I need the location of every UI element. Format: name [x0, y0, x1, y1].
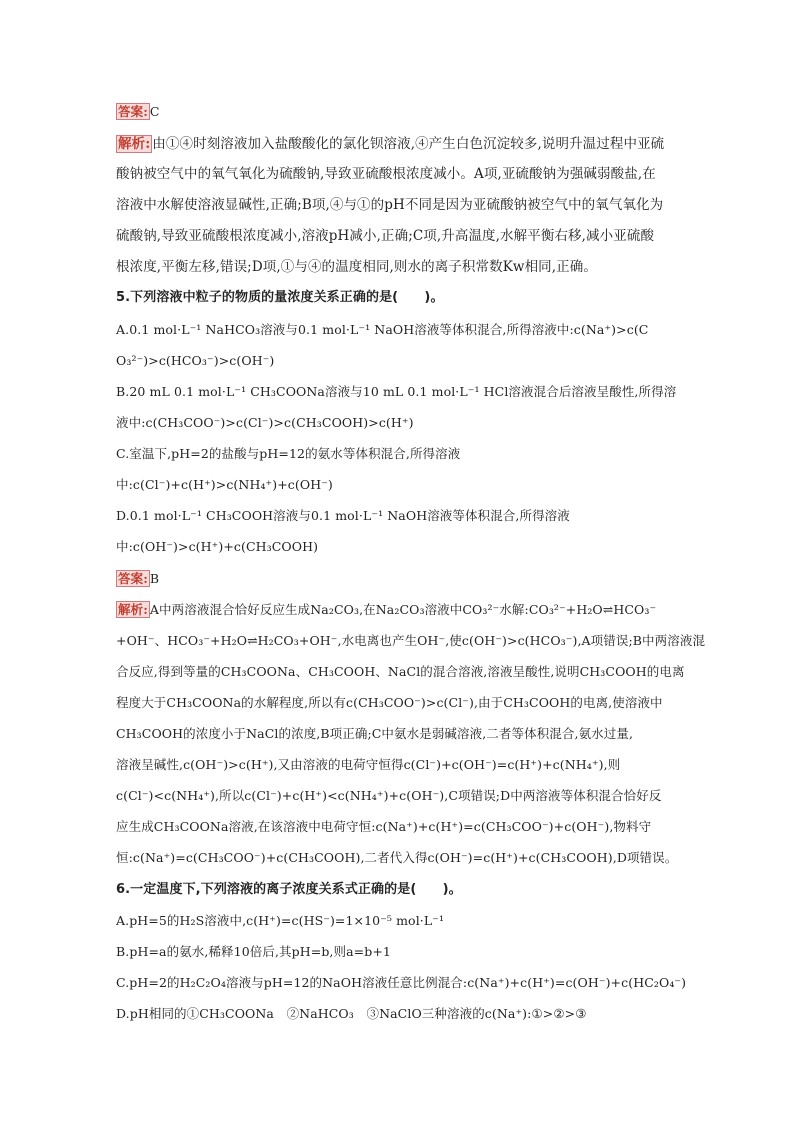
question-5-option: 液中:c(CH₃COO⁻)>c(Cl⁻)>c(CH₃COOH)>c(H⁺): [116, 415, 414, 430]
analysis-line: [116, 602, 682, 618]
question-5-option: C.室温下,pH=2的盐酸与pH=12的氨水等体积混合,所得溶液: [116, 446, 461, 461]
analysis-text: c(Cl⁻)<c(NH₄⁺),所以c(Cl⁻)+c(H⁺)<c(NH₄⁺)+c(OH⁻),C项错误;D中两溶液等体积混合恰好反: [116, 788, 662, 803]
question-5-stem: 5.下列溶液中粒子的物质的量浓度关系正确的是( )。: [116, 290, 444, 305]
analysis-text: 酸钠被空气中的氧气氧化为硫酸钠,导致亚硫酸根浓度减小。A项,亚硫酸钠为强碱弱酸盐,在: [116, 166, 656, 182]
analysis-text: 由①④时刻溶液加入盐酸酸化的氯化钡溶液,④产生白色沉淀较多,说明升温过程中亚硫: [152, 136, 665, 152]
question-5-option: 中:c(Cl⁻)+c(H⁺)>c(NH₄⁺)+c(OH⁻): [116, 477, 333, 492]
question-5-option: 中:c(OH⁻)>c(H⁺)+c(CH₃COOH): [116, 539, 319, 554]
question-6-option: D.pH相同的①CH₃COONa ②NaHCO₃ ③NaClO三种溶液的c(Na⁺):①>②>③: [116, 1006, 587, 1021]
analysis-text: CH₃COOH的浓度小于NaCl的浓度,B项正确;C中氨水是弱碱溶液,二者等体积混合,氨水过量,: [116, 726, 634, 741]
analysis-text: 硫酸钠,导致亚硫酸根浓度减小,溶液pH减小,正确;C项,升高温度,水解平衡右移,减小亚硫酸: [116, 228, 655, 244]
answer-value: B: [149, 571, 160, 586]
analysis-text: +OH⁻、HCO₃⁻+H₂O⇌H₂CO₃+OH⁻,水电离也产生OH⁻,使c(OH⁻)>c(HCO₃⁻),A项错误;B中两溶液混: [116, 633, 706, 648]
analysis-text: 应生成CH₃COONa溶液,在该溶液中电荷守恒:c(Na⁺)+c(H⁺)=c(CH₃COO⁻)+c(OH⁻),物料守: [116, 819, 652, 834]
question-6-option: C.pH=2的H₂C₂O₄溶液与pH=12的NaOH溶液任意比例混合:c(Na⁺)+c(H⁺)=c(OH⁻)+c(HC₂O₄⁻): [116, 975, 687, 990]
question-6-option: B.pH=a的氨水,稀释10倍后,其pH=b,则a=b+1: [116, 944, 391, 959]
answer-line: [116, 104, 682, 120]
analysis-text: 恒:c(Na⁺)=c(CH₃COO⁻)+c(CH₃COOH),二者代入得c(OH⁻)=c(H⁺)+c(CH₃COOH),D项错误。: [116, 850, 678, 865]
analysis-tag: 解析:: [118, 602, 148, 617]
question-5-option: D.0.1 mol·L⁻¹ CH₃COOH溶液与0.1 mol·L⁻¹ NaOH溶液等体积混合,所得溶液: [116, 508, 570, 523]
analysis-text: A中两溶液混合恰好反应生成Na₂CO₃,在Na₂CO₃溶液中CO₃²⁻水解:CO₃²⁻+H₂O⇌HCO₃⁻: [149, 602, 657, 617]
question-6-option: A.pH=5的H₂S溶液中,c(H⁺)=c(HS⁻)=1×10⁻⁵ mol·L⁻¹: [116, 913, 445, 928]
analysis-tag: 解析:: [118, 136, 151, 152]
question-6-stem: 6.一定温度下,下列溶液的离子浓度关系式正确的是( )。: [116, 882, 462, 897]
analysis-text: 程度大于CH₃COONa的水解程度,所以有c(CH₃COO⁻)>c(Cl⁻),由于CH₃COOH的电离,使溶液中: [116, 695, 663, 710]
analysis-text: 合反应,得到等量的CH₃COONa、CH₃COOH、NaCl的混合溶液,溶液呈酸性,说明CH₃COOH的电离: [116, 664, 685, 679]
question-5-option: O₃²⁻)>c(HCO₃⁻)>c(OH⁻): [116, 353, 275, 368]
answer-tag: 答案:: [118, 104, 148, 119]
question-5-option: B.20 mL 0.1 mol·L⁻¹ CH₃COONa溶液与10 mL 0.1 mol·L⁻¹ HCl溶液混合后溶液呈酸性,所得溶: [116, 384, 677, 399]
analysis-text: 溶液呈碱性,c(OH⁻)>c(H⁺),又由溶液的电荷守恒得c(Cl⁻)+c(OH⁻)=c(H⁺)+c(NH₄⁺),则: [116, 757, 621, 772]
analysis-text: 溶液中水解使溶液显碱性,正确;B项,④与①的pH不同是因为亚硫酸钠被空气中的氧气氧化为: [116, 197, 664, 213]
answer-tag: 答案:: [118, 571, 148, 586]
analysis-line: [116, 136, 682, 152]
answer-value: C: [149, 104, 160, 119]
question-5-option: A.0.1 mol·L⁻¹ NaHCO₃溶液与0.1 mol·L⁻¹ NaOH溶液等体积混合,所得溶液中:c(Na⁺)>c(C: [116, 322, 649, 337]
analysis-text: 根浓度,平衡左移,错误;D项,①与④的温度相同,则水的离子积常数Kw相同,正确。: [116, 259, 597, 275]
answer-line: [116, 571, 682, 587]
